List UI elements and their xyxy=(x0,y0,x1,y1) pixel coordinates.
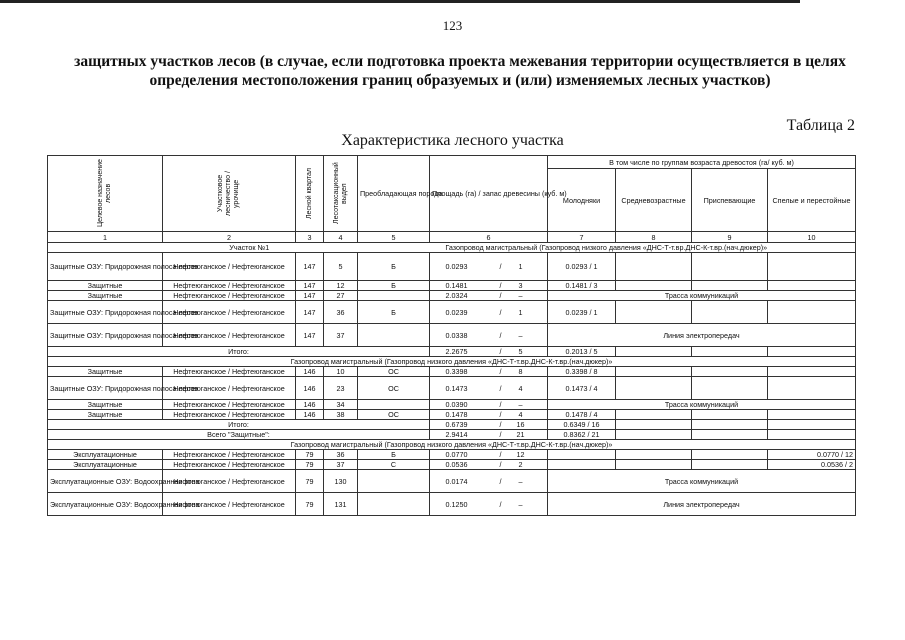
grand-total-row xyxy=(48,430,856,440)
vydel-cell: 131 xyxy=(324,493,358,516)
table-row xyxy=(48,281,856,291)
total-mature xyxy=(768,430,856,440)
purpose-cell: Защитные xyxy=(48,367,163,377)
species-cell: Б xyxy=(358,450,430,460)
area-value: 0.1250 xyxy=(445,499,468,509)
vydel-cell: 36 xyxy=(324,301,358,324)
maturing-cell xyxy=(692,460,768,470)
col-num: 4 xyxy=(324,232,358,243)
col-num: 6 xyxy=(430,232,548,243)
maturing-cell xyxy=(692,410,768,420)
mature-cell xyxy=(768,367,856,377)
young-cell: 0.1473 / 4 xyxy=(548,377,616,400)
table-row xyxy=(48,460,856,470)
header-row-1 xyxy=(48,156,856,169)
middle-cell xyxy=(616,450,692,460)
purpose-cell: Эксплуатационные ОЗУ: Водоохранная зона xyxy=(48,493,163,516)
species-cell xyxy=(358,400,430,410)
area-stock-separator: / xyxy=(499,347,502,356)
maturing-cell xyxy=(692,281,768,291)
header-age-groups: В том числе по группам возраста древостоя (га/ куб. м) xyxy=(548,156,856,169)
maturing-cell xyxy=(692,253,768,281)
area-stock-cell xyxy=(430,301,548,324)
total-maturing xyxy=(692,430,768,440)
area-value: 0.1478 xyxy=(445,410,468,419)
district-cell: Нефтеюганское / Нефтеюганское xyxy=(163,281,296,291)
district-cell: Нефтеюганское / Нефтеюганское xyxy=(163,410,296,420)
quarter-cell: 79 xyxy=(296,460,324,470)
quarter-cell: 79 xyxy=(296,450,324,460)
vydel-cell: 37 xyxy=(324,324,358,347)
quarter-cell: 79 xyxy=(296,470,324,493)
section-title: Газопровод магистральный (Газопровод низкого давления «ДНС-Т-т.вр.ДНС-К-т.вр.(нач.дюкер)» xyxy=(48,440,856,450)
area-stock-cell xyxy=(430,400,548,410)
mature-cell: 0.0770 / 12 xyxy=(768,450,856,460)
total-middle xyxy=(616,420,692,430)
total-row xyxy=(48,420,856,430)
young-cell: 0.3398 / 8 xyxy=(548,367,616,377)
header-district xyxy=(163,156,296,232)
total-mature xyxy=(768,420,856,430)
district-cell: Нефтеюганское / Нефтеюганское xyxy=(163,324,296,347)
total-maturing xyxy=(692,347,768,357)
area-value: 0.1473 xyxy=(445,383,468,393)
note-cell: Линия электропередач xyxy=(548,324,856,347)
young-cell: 0.0239 / 1 xyxy=(548,301,616,324)
purpose-cell: Защитные ОЗУ: Придорожная полоса лесов xyxy=(48,253,163,281)
section-title: Газопровод магистральный (Газопровод низкого давления «ДНС-Т-т.вр.ДНС-К-т.вр.(нач.дюкер)» xyxy=(48,357,856,367)
stock-value: 4 xyxy=(518,383,523,393)
area-stock-separator: / xyxy=(499,383,502,393)
area-stock-separator: / xyxy=(499,291,502,300)
area-value: 0.0338 xyxy=(445,330,468,340)
vydel-cell: 130 xyxy=(324,470,358,493)
area-value: 0.3398 xyxy=(445,367,468,376)
area-stock-separator: / xyxy=(499,499,502,509)
header-mature: Спелые и перестойные xyxy=(768,169,856,232)
table-row xyxy=(48,291,856,301)
top-rule xyxy=(0,0,800,3)
area-stock-cell xyxy=(430,377,548,400)
young-cell xyxy=(548,460,616,470)
area-value: 0.0239 xyxy=(445,307,468,317)
header-purpose-text: Целевое назначение лесов xyxy=(97,159,112,228)
vydel-cell: 37 xyxy=(324,460,358,470)
vydel-cell: 12 xyxy=(324,281,358,291)
area-stock-separator: / xyxy=(499,430,502,439)
col-num: 7 xyxy=(548,232,616,243)
quarter-cell: 146 xyxy=(296,410,324,420)
header-middle: Средневозрастные xyxy=(616,169,692,232)
area-value: 0.6739 xyxy=(445,420,468,429)
area-stock-cell xyxy=(430,347,548,357)
area-value: 0.0770 xyxy=(445,450,468,459)
header-vydel xyxy=(324,156,358,232)
purpose-cell: Эксплуатационные xyxy=(48,460,163,470)
middle-cell xyxy=(616,460,692,470)
col-num: 9 xyxy=(692,232,768,243)
total-middle xyxy=(616,430,692,440)
stock-value: 5 xyxy=(518,347,523,356)
stock-value: 2 xyxy=(518,460,523,469)
area-value: 0.1481 xyxy=(445,281,468,290)
area-stock-separator: / xyxy=(499,450,502,459)
young-cell: 0.0293 / 1 xyxy=(548,253,616,281)
middle-cell xyxy=(616,253,692,281)
note-cell: Трасса коммуникаций xyxy=(548,291,856,301)
col-num: 3 xyxy=(296,232,324,243)
stock-value: 12 xyxy=(516,450,525,459)
header-district-text: Участковое лесничество / урочище xyxy=(217,171,240,216)
forest-plot-table xyxy=(47,155,856,516)
maturing-cell xyxy=(692,301,768,324)
young-cell: 0.1481 / 3 xyxy=(548,281,616,291)
area-stock-separator: / xyxy=(499,281,502,290)
district-cell: Нефтеюганское / Нефтеюганское xyxy=(163,493,296,516)
stock-value: 1 xyxy=(518,262,523,271)
area-stock-cell xyxy=(430,281,548,291)
middle-cell xyxy=(616,281,692,291)
species-cell xyxy=(358,291,430,301)
maturing-cell xyxy=(692,367,768,377)
stock-value: – xyxy=(518,476,523,486)
middle-cell xyxy=(616,301,692,324)
area-stock-cell xyxy=(430,367,548,377)
header-area: Площадь (га) / запас древесины (куб. м) xyxy=(430,156,548,232)
section-title: Газопровод магистральный (Газопровод низкого давления «ДНС-Т-т.вр.ДНС-К-т.вр.(нач.дюкер)» xyxy=(358,243,856,253)
middle-cell xyxy=(616,377,692,400)
area-stock-cell xyxy=(430,430,548,440)
vydel-cell: 10 xyxy=(324,367,358,377)
maturing-cell xyxy=(692,450,768,460)
table-row xyxy=(48,470,856,493)
total-middle xyxy=(616,347,692,357)
area-stock-cell xyxy=(430,493,548,516)
total-label: Всего "Защитные": xyxy=(48,430,430,440)
district-cell: Нефтеюганское / Нефтеюганское xyxy=(163,367,296,377)
table-row xyxy=(48,367,856,377)
quarter-cell: 147 xyxy=(296,281,324,291)
area-stock-cell xyxy=(430,450,548,460)
mature-cell xyxy=(768,301,856,324)
header-vydel-text: Лесотаксационный выдел xyxy=(332,162,348,225)
young-cell: 0.1478 / 4 xyxy=(548,410,616,420)
total-row xyxy=(48,347,856,357)
species-cell: Б xyxy=(358,301,430,324)
col-num: 1 xyxy=(48,232,163,243)
district-cell: Нефтеюганское / Нефтеюганское xyxy=(163,400,296,410)
area-stock-cell xyxy=(430,420,548,430)
species-cell: С xyxy=(358,460,430,470)
section-title-row xyxy=(48,357,856,367)
quarter-cell: 79 xyxy=(296,493,324,516)
area-stock-separator: / xyxy=(499,460,502,469)
stock-value: 21 xyxy=(516,430,525,439)
header-purpose xyxy=(48,156,163,232)
total-young: 0.6349 / 16 xyxy=(548,420,616,430)
area-stock-separator: / xyxy=(499,330,502,340)
quarter-cell: 146 xyxy=(296,400,324,410)
quarter-cell: 147 xyxy=(296,291,324,301)
area-value: 2.2675 xyxy=(445,347,468,356)
note-cell: Трасса коммуникаций xyxy=(548,400,856,410)
total-label: Итого: xyxy=(48,420,430,430)
area-value: 2.9414 xyxy=(445,430,468,439)
area-stock-separator: / xyxy=(499,262,502,271)
stock-value: – xyxy=(518,330,523,340)
purpose-cell: Защитные ОЗУ: Придорожная полоса лесов xyxy=(48,377,163,400)
district-cell: Нефтеюганское / Нефтеюганское xyxy=(163,450,296,460)
area-stock-separator: / xyxy=(499,420,502,429)
note-cell: Линия электропередач xyxy=(548,493,856,516)
vydel-cell: 27 xyxy=(324,291,358,301)
stock-value: 8 xyxy=(518,367,523,376)
col-num: 2 xyxy=(163,232,296,243)
species-cell xyxy=(358,493,430,516)
species-cell: Б xyxy=(358,281,430,291)
mature-cell xyxy=(768,281,856,291)
stock-value: 3 xyxy=(518,281,523,290)
table-row xyxy=(48,450,856,460)
mature-cell xyxy=(768,410,856,420)
page-number: 123 xyxy=(442,18,463,33)
species-cell: ОС xyxy=(358,377,430,400)
page-heading xyxy=(40,52,880,90)
total-young: 0.2013 / 5 xyxy=(548,347,616,357)
area-value: 2.0324 xyxy=(445,291,468,300)
vydel-cell: 34 xyxy=(324,400,358,410)
col-num: 8 xyxy=(616,232,692,243)
plot-section-row xyxy=(48,243,856,253)
table-row xyxy=(48,301,856,324)
plot-label: Участок №1 xyxy=(48,243,358,253)
note-cell: Трасса коммуникаций xyxy=(548,470,856,493)
table-row xyxy=(48,253,856,281)
stock-value: – xyxy=(518,499,523,509)
area-stock-cell xyxy=(430,291,548,301)
purpose-cell: Защитные ОЗУ: Придорожная полоса лесов xyxy=(48,301,163,324)
header-quarter xyxy=(296,156,324,232)
header-maturing: Приспевающие xyxy=(692,169,768,232)
vydel-cell: 5 xyxy=(324,253,358,281)
district-cell: Нефтеюганское / Нефтеюганское xyxy=(163,301,296,324)
quarter-cell: 146 xyxy=(296,377,324,400)
heading-line-1: защитных участков лесов (в случае, если подготовка проекта межевания территории осуществляется в целях xyxy=(74,53,846,70)
header-quarter-text: Лесной квартал xyxy=(305,167,313,220)
quarter-cell: 147 xyxy=(296,301,324,324)
header-young: Молодняки xyxy=(548,169,616,232)
section-title-row xyxy=(48,440,856,450)
area-stock-cell xyxy=(430,460,548,470)
area-value: 0.0174 xyxy=(445,476,468,486)
total-young: 0.8362 / 21 xyxy=(548,430,616,440)
header-species: Преобладающая порода xyxy=(358,156,430,232)
middle-cell xyxy=(616,410,692,420)
area-stock-separator: / xyxy=(499,307,502,317)
total-label: Итого: xyxy=(48,347,430,357)
purpose-cell: Эксплуатационные xyxy=(48,450,163,460)
area-stock-cell xyxy=(430,324,548,347)
quarter-cell: 146 xyxy=(296,367,324,377)
district-cell: Нефтеюганское / Нефтеюганское xyxy=(163,291,296,301)
vydel-cell: 38 xyxy=(324,410,358,420)
district-cell: Нефтеюганское / Нефтеюганское xyxy=(163,253,296,281)
species-cell xyxy=(358,324,430,347)
table-title: Характеристика лесного участка xyxy=(341,132,564,149)
col-num: 5 xyxy=(358,232,430,243)
district-cell: Нефтеюганское / Нефтеюганское xyxy=(163,460,296,470)
area-stock-cell xyxy=(430,253,548,281)
total-maturing xyxy=(692,420,768,430)
stock-value: 1 xyxy=(518,307,523,317)
area-value: 0.0293 xyxy=(445,262,468,271)
table-row xyxy=(48,410,856,420)
table-row xyxy=(48,400,856,410)
area-stock-cell xyxy=(430,410,548,420)
heading-line-2: определения местоположения границ образуемых и (или) изменяемых лесных участков) xyxy=(149,72,771,89)
area-stock-separator: / xyxy=(499,476,502,486)
purpose-cell: Защитные xyxy=(48,281,163,291)
area-stock-separator: / xyxy=(499,410,502,419)
stock-value: – xyxy=(518,400,523,409)
quarter-cell: 147 xyxy=(296,324,324,347)
stock-value: 4 xyxy=(518,410,523,419)
area-value: 0.0536 xyxy=(445,460,468,469)
table-label: Таблица 2 xyxy=(786,117,855,134)
col-num: 10 xyxy=(768,232,856,243)
purpose-cell: Эксплуатационные ОЗУ: Водоохранная зона xyxy=(48,470,163,493)
species-cell: Б xyxy=(358,253,430,281)
quarter-cell: 147 xyxy=(296,253,324,281)
middle-cell xyxy=(616,367,692,377)
species-cell: ОС xyxy=(358,367,430,377)
vydel-cell: 23 xyxy=(324,377,358,400)
table-row xyxy=(48,324,856,347)
district-cell: Нефтеюганское / Нефтеюганское xyxy=(163,377,296,400)
vydel-cell: 36 xyxy=(324,450,358,460)
species-cell: ОС xyxy=(358,410,430,420)
stock-value: 16 xyxy=(516,420,525,429)
area-stock-separator: / xyxy=(499,400,502,409)
area-value: 0.0390 xyxy=(445,400,468,409)
maturing-cell xyxy=(692,377,768,400)
species-cell xyxy=(358,470,430,493)
stock-value: – xyxy=(518,291,523,300)
purpose-cell: Защитные xyxy=(48,291,163,301)
table-row xyxy=(48,377,856,400)
purpose-cell: Защитные xyxy=(48,400,163,410)
young-cell xyxy=(548,450,616,460)
mature-cell xyxy=(768,377,856,400)
purpose-cell: Защитные ОЗУ: Придорожная полоса лесов xyxy=(48,324,163,347)
district-cell: Нефтеюганское / Нефтеюганское xyxy=(163,470,296,493)
purpose-cell: Защитные xyxy=(48,410,163,420)
area-stock-separator: / xyxy=(499,367,502,376)
column-number-row xyxy=(48,232,856,243)
mature-cell: 0.0536 / 2 xyxy=(768,460,856,470)
table-row xyxy=(48,493,856,516)
mature-cell xyxy=(768,253,856,281)
total-mature xyxy=(768,347,856,357)
area-stock-cell xyxy=(430,470,548,493)
